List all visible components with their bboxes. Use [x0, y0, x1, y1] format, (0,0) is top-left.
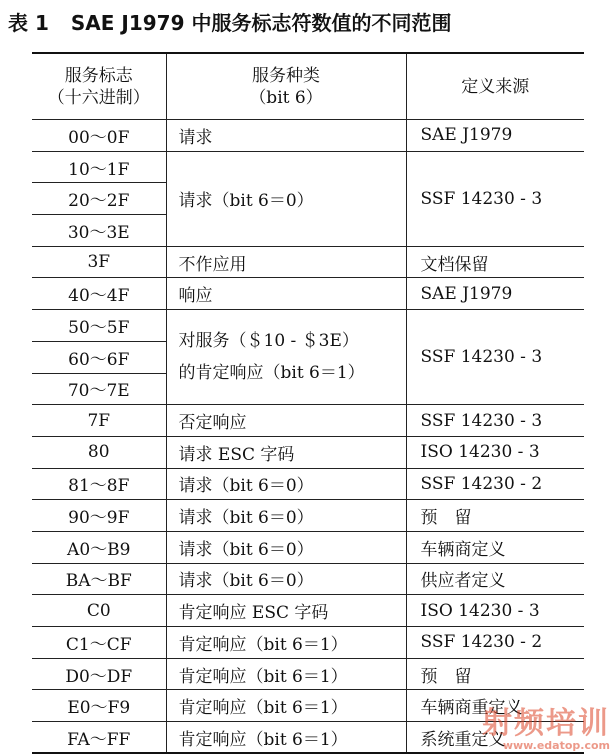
service-id-cell: 50～5F — [32, 310, 166, 342]
service-type-cell: 请求（bit 6＝0） — [166, 151, 406, 246]
table-number: 表 1 — [8, 11, 49, 35]
table-row — [32, 151, 584, 183]
service-type-cell: 肯定响应 ESC 字码 — [166, 595, 406, 627]
service-id-cell: 30～3E — [32, 215, 166, 247]
table-row — [32, 436, 584, 468]
definition-source-cell: 车辆商重定义 — [406, 690, 584, 722]
definition-source-cell: SSF 14230 - 2 — [406, 627, 584, 659]
definition-source-cell: ISO 14230 - 3 — [406, 595, 584, 627]
service-id-cell: FA～FF — [32, 722, 166, 754]
service-type-cell: 肯定响应（bit 6＝1） — [166, 658, 406, 690]
table-title: SAE J1979 中服务标志符数值的不同范围 — [70, 11, 452, 35]
header-row — [32, 53, 584, 120]
service-id-cell: BA～BF — [32, 563, 166, 595]
service-type-cell: 响应 — [166, 278, 406, 310]
service-type-cell: 请求（bit 6＝0） — [166, 563, 406, 595]
service-id-cell: A0～B9 — [32, 531, 166, 563]
definition-source-cell: SSF 14230 - 3 — [406, 310, 584, 405]
header-service-type: 服务种类 （bit 6） — [166, 53, 406, 120]
watermark — [482, 708, 610, 752]
definition-source-cell: 预 留 — [406, 500, 584, 532]
service-type-cell: 请求 — [166, 120, 406, 152]
watermark-url: www.edatop.com — [502, 739, 610, 752]
definition-source-cell: 系统重定义 — [406, 722, 584, 754]
service-id-cell: 80 — [32, 436, 166, 468]
table-row — [32, 468, 584, 500]
definition-source-cell: ISO 14230 - 3 — [406, 436, 584, 468]
definition-source-cell: SSF 14230 - 3 — [406, 405, 584, 437]
table-row — [32, 405, 584, 437]
service-id-cell: 70～7E — [32, 373, 166, 405]
service-id-cell: 20～2F — [32, 183, 166, 215]
service-id-cell: 3F — [32, 246, 166, 278]
table-row — [32, 120, 584, 152]
table-row — [32, 563, 584, 595]
definition-source-cell: 文档保留 — [406, 246, 584, 278]
table-row — [32, 278, 584, 310]
table-row — [32, 627, 584, 659]
table-row — [32, 500, 584, 532]
definition-source-cell: 车辆商定义 — [406, 531, 584, 563]
table-row — [32, 246, 584, 278]
service-id-cell: 00～0F — [32, 120, 166, 152]
definition-source-cell: 预 留 — [406, 658, 584, 690]
service-id-cell: 7F — [32, 405, 166, 437]
service-type-cell: 请求（bit 6＝0） — [166, 468, 406, 500]
service-type-cell: 请求 ESC 字码 — [166, 436, 406, 468]
table-row — [32, 531, 584, 563]
service-type-cell: 肯定响应（bit 6＝1） — [166, 722, 406, 754]
service-id-cell: C1～CF — [32, 627, 166, 659]
definition-source-cell: SAE J1979 — [406, 120, 584, 152]
service-id-table — [32, 52, 584, 754]
service-id-cell: 81～8F — [32, 468, 166, 500]
service-type-cell: 不作应用 — [166, 246, 406, 278]
table-row — [32, 658, 584, 690]
service-id-cell: 60～6F — [32, 341, 166, 373]
service-type-cell: 请求（bit 6＝0） — [166, 500, 406, 532]
service-id-cell: D0～DF — [32, 658, 166, 690]
service-type-cell: 对服务（＄10 - ＄3E） 的肯定响应（bit 6＝1） — [166, 310, 406, 405]
service-type-cell: 请求（bit 6＝0） — [166, 531, 406, 563]
service-id-cell: 40～4F — [32, 278, 166, 310]
service-type-cell: 肯定响应（bit 6＝1） — [166, 627, 406, 659]
service-type-cell: 否定响应 — [166, 405, 406, 437]
service-id-cell: 90～9F — [32, 500, 166, 532]
service-type-cell: 肯定响应（bit 6＝1） — [166, 690, 406, 722]
table-row — [32, 595, 584, 627]
definition-source-cell: SAE J1979 — [406, 278, 584, 310]
service-id-cell: 10～1F — [32, 151, 166, 183]
definition-source-cell: 供应者定义 — [406, 563, 584, 595]
watermark-text: 射频培训 — [482, 706, 610, 741]
definition-source-cell: SSF 14230 - 3 — [406, 151, 584, 246]
table-caption — [8, 6, 608, 40]
table-row — [32, 310, 584, 342]
header-definition-source: 定义来源 — [406, 53, 584, 120]
service-id-cell: C0 — [32, 595, 166, 627]
definition-source-cell: SSF 14230 - 2 — [406, 468, 584, 500]
service-id-cell: E0～F9 — [32, 690, 166, 722]
header-service-id: 服务标志 （十六进制） — [32, 53, 166, 120]
